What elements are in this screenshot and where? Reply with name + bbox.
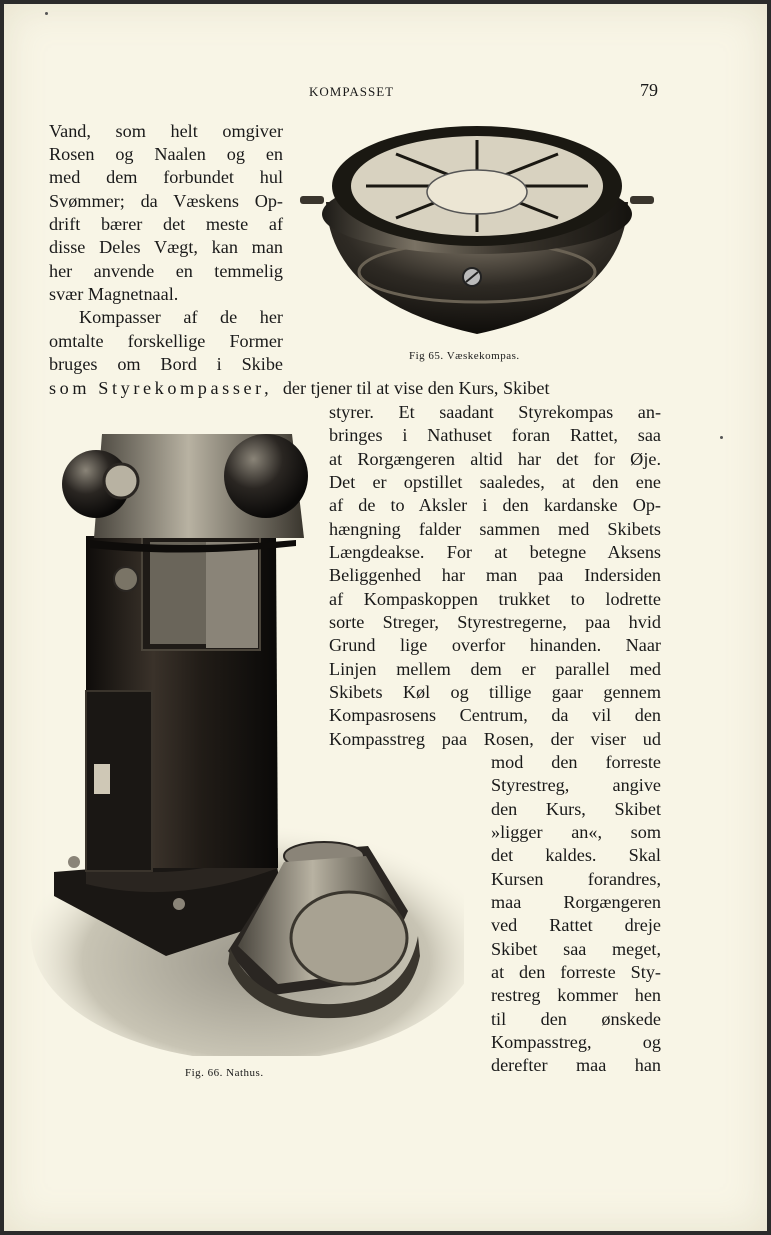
text-line: Længdeakse. For at betegne Aksens [329, 542, 661, 562]
text-line: ved Rattet dreje [491, 915, 661, 935]
text-line: mod den forreste [491, 752, 661, 772]
text-line: at Rorgængeren altid har det for Øje. [329, 449, 661, 469]
text-line: af de to Aksler i den kardanske Op- [329, 495, 661, 515]
text-line: Rosen og Naalen og en [49, 144, 283, 164]
text-line: Det er opstillet saaledes, at den ene [329, 472, 661, 492]
full-width-line [49, 377, 661, 400]
figure-66-caption: Fig. 66. Nathus. [185, 1067, 264, 1079]
text-line: Kursen forandres, [491, 869, 661, 889]
text-line: omtalte forskellige Former [49, 331, 283, 351]
page-speck [720, 436, 723, 439]
text-line: den Kurs, Skibet [491, 799, 661, 819]
text-line: »ligger an«, som [491, 822, 661, 842]
figure-65-caption: Fig 65. Væskekompas. [409, 350, 520, 362]
text-line: disse Deles Vægt, kan man [49, 237, 283, 257]
text-line: Skibet saa meget, [491, 939, 661, 959]
text-line: at den forreste Sty- [491, 962, 661, 982]
spaced-term: som Styrekompasser, [49, 378, 273, 398]
text-line: sorte Streger, Styrestregerne, paa hvid [329, 612, 661, 632]
text-line: Styrestreg, angive [491, 775, 661, 795]
line-continuation: der tjener til at vise den Kurs, Skibet [282, 378, 550, 398]
text-line: Kompasser af de her [79, 307, 283, 327]
text-line: Beliggenhed har man paa Indersiden [329, 565, 661, 585]
text-line: restreg kommer hen [491, 985, 661, 1005]
figure-65-liquid-compass [296, 122, 658, 344]
text-line: af Kompaskoppen trukket to lodrette [329, 589, 661, 609]
text-line: Kompasrosens Centrum, da vil den [329, 705, 661, 725]
text-line: Kompasstreg paa Rosen, der viser ud [329, 729, 661, 749]
book-page [4, 4, 767, 1231]
text-line: bruges om Bord i Skibe [49, 354, 283, 374]
running-head: KOMPASSET [309, 84, 395, 99]
text-line: drift bærer det meste af [49, 214, 283, 234]
text-line: derefter maa han [491, 1055, 661, 1075]
text-line: bringes i Nathuset foran Rattet, saa [329, 425, 661, 445]
page-speck [45, 12, 48, 15]
text-line: det kaldes. Skal [491, 845, 661, 865]
text-line: hængning falder sammen med Skibets [329, 519, 661, 539]
text-line: maa Rorgængeren [491, 892, 661, 912]
text-line: med dem forbundet hul [49, 167, 283, 187]
text-line: Skibets Køl og tillige gaar gennem [329, 682, 661, 702]
text-line: til den ønskede [491, 1009, 661, 1029]
text-line: Vand, som helt omgiver [49, 121, 283, 141]
text-line: her anvende en temmelig [49, 261, 283, 281]
text-line: Svømmer; da Væskens Op- [49, 191, 283, 211]
text-line: Kompasstreg, og [491, 1032, 661, 1052]
text-line: svær Magnetnaal. [49, 284, 179, 304]
text-line: Linjen mellem dem er parallel med [329, 659, 661, 679]
page-number: 79 [640, 80, 658, 100]
text-line: Grund lige overfor hinanden. Naar [329, 635, 661, 655]
text-line: styrer. Et saadant Styrekompas an- [329, 402, 661, 422]
